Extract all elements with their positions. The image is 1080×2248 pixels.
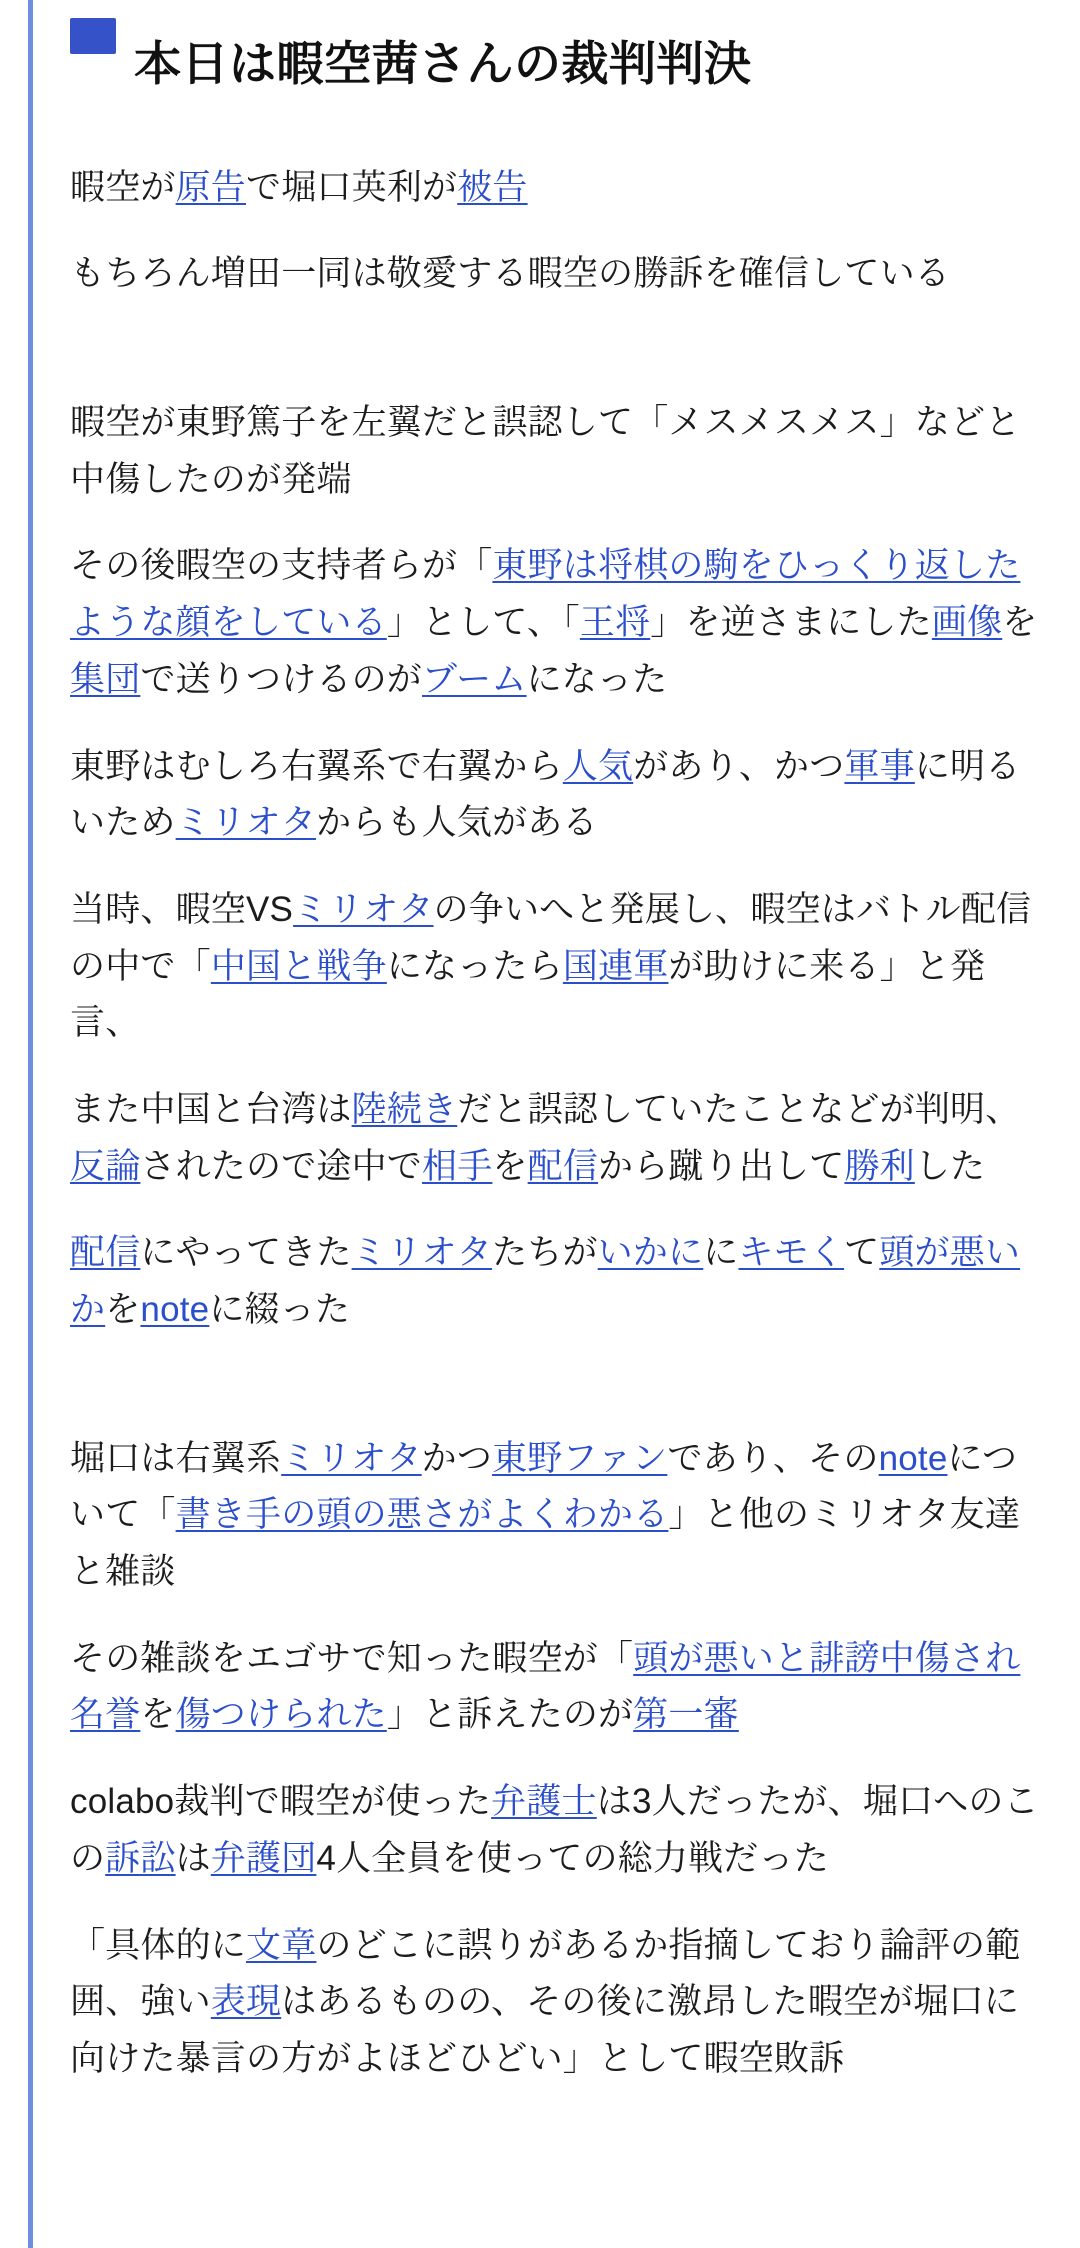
paragraph-text: 4人全員を使っての総力戦だった [316,1838,829,1878]
keyword-link[interactable]: 勝利 [844,1146,915,1186]
page-title [70,0,1040,126]
paragraph-list [70,160,1040,2088]
keyword-link[interactable]: 頭が悪いか [70,1233,1021,1330]
paragraph-text: に明るいため [70,746,1021,843]
left-blue-rule [28,0,33,2248]
keyword-link[interactable]: 被告 [457,167,528,207]
keyword-link[interactable]: 配信 [527,1146,599,1186]
paragraph-text: から蹴り出して [598,1146,845,1186]
paragraph [70,538,1040,708]
keyword-link[interactable]: 相手 [422,1146,493,1186]
paragraph [70,395,1040,508]
keyword-link[interactable]: ミリオタ [281,1438,422,1478]
paragraph-text: かつ [421,1438,493,1478]
keyword-link[interactable]: ブーム [422,659,527,699]
paragraph-text: また中国と台湾は [70,1089,352,1129]
paragraph-text: colabo裁判で暇空が使った [70,1782,492,1822]
paragraph-text: があり、かつ [633,746,845,786]
paragraph [70,1631,1040,1744]
paragraph-text: にやってきた [140,1233,352,1273]
paragraph-text: 堀口は右翼系 [70,1438,282,1478]
paragraph-text: されたので途中で [140,1146,423,1186]
keyword-link[interactable]: 文章 [246,1925,317,1965]
keyword-link[interactable]: 原告 [175,167,247,207]
paragraph [70,246,1040,303]
paragraph-text: たちが [492,1233,598,1273]
paragraph-text: について「 [70,1438,1018,1535]
keyword-link[interactable]: ミリオタ [351,1233,493,1273]
keyword-link[interactable]: いかに [597,1233,704,1273]
paragraph-text: になった [526,659,668,699]
keyword-link[interactable]: 訴訟 [105,1838,176,1878]
paragraph [70,1082,1040,1195]
keyword-link[interactable]: 王将 [579,603,651,643]
title-marker-square [70,18,116,54]
keyword-link[interactable]: 人気 [562,746,634,786]
paragraph-text: した [914,1146,986,1186]
keyword-link[interactable]: 表現 [210,1982,282,2022]
keyword-link[interactable]: 頭が悪いと誹謗中傷され [633,1638,1021,1678]
paragraph [70,1225,1040,1338]
paragraph-text: になったら [386,946,563,986]
paragraph-text: その雑談をエゴサで知った暇空が「 [70,1638,634,1678]
keyword-link[interactable]: 東野は将棋の駒をひっくり返したような顔をしている [70,546,1021,643]
paragraph-text: は [175,1838,211,1878]
keyword-link[interactable]: 陸続き [351,1089,458,1129]
keyword-link[interactable]: note [878,1438,948,1478]
paragraph-text: は3人だったが、堀口へのこの [70,1782,1039,1878]
keyword-link[interactable]: 配信 [70,1233,141,1273]
paragraph-text: 」を逆さまにした [650,603,932,643]
keyword-link[interactable]: 軍事 [844,746,915,786]
paragraph-text: を [1002,603,1038,643]
paragraph-text: を [105,1290,141,1330]
paragraph-text: が助けに来る」と発言、 [70,946,986,1043]
paragraph [70,739,1040,852]
keyword-link[interactable]: 書き手の頭の悪さがよくわかる [175,1495,669,1535]
paragraph-text: 「具体的に [70,1925,247,1965]
paragraph [70,882,1040,1052]
keyword-link[interactable]: 名誉 [70,1695,141,1735]
keyword-link[interactable]: キモく [738,1233,845,1273]
keyword-link[interactable]: 弁護団 [210,1838,317,1878]
paragraph-text: からも人気がある [316,803,598,843]
paragraph-text: で送りつけるのが [140,659,423,699]
paragraph [70,1918,1040,2088]
paragraph-text: の争いへと発展し、暇空はバトル配信の中で「 [70,889,1032,986]
keyword-link[interactable]: ミリオタ [293,889,434,929]
paragraph-text: て [844,1233,880,1273]
paragraph-text: であり、その [667,1438,879,1478]
keyword-link[interactable]: 画像 [931,603,1003,643]
keyword-link[interactable]: 傷つけられた [175,1695,387,1735]
paragraph-text: 」と他のミリオタ友達と雑談 [70,1495,1021,1592]
page-title-text: 本日は暇空茜さんの裁判判決 [134,37,752,91]
keyword-link[interactable]: note [140,1290,210,1330]
keyword-link[interactable]: ミリオタ [175,803,317,843]
keyword-link[interactable]: 東野ファン [492,1438,668,1478]
keyword-link[interactable]: 反論 [70,1146,141,1186]
paragraph-text: 東野はむしろ右翼系で右翼から [70,746,563,786]
paragraph-text: 当時、暇空VS [70,889,294,929]
paragraph-text: 」として、「 [386,603,580,643]
paragraph-text: を [492,1146,528,1186]
paragraph-text: で堀口英利が [246,167,458,207]
paragraph-text: 」と訴えたのが [386,1695,634,1735]
keyword-link[interactable]: 集団 [70,659,141,699]
paragraph [70,1431,1040,1601]
keyword-link[interactable]: 国連軍 [562,946,669,986]
paragraph-text: 暇空が東野篤子を左翼だと誤認して「メスメスメス」などと中傷したのが発端 [70,403,1021,499]
keyword-link[interactable]: 第一審 [633,1695,739,1735]
keyword-link[interactable]: 中国と戦争 [210,946,387,986]
paragraph-text: その後暇空の支持者らが「 [70,546,493,586]
paragraph-text: のどこに誤りがあるか指摘しており論評の範囲、強い [70,1925,1021,2022]
paragraph-text: はあるものの、その後に激昂した暇空が堀口に向けた暴言の方がよほどひどい」として暇空敗訴 [70,1982,1020,2078]
paragraph-text: に [703,1233,739,1273]
paragraph [70,160,1040,217]
paragraph-text: だと誤認していたことなどが判明、 [457,1089,1021,1129]
paragraph-text: 暇空が [70,167,176,207]
paragraph-text: に綴った [209,1290,351,1330]
paragraph-text: を [140,1695,176,1735]
paragraph [70,1774,1040,1887]
paragraph-text: もちろん増田一同は敬愛する暇空の勝訴を確信している [70,254,951,294]
keyword-link[interactable]: 弁護士 [491,1782,597,1822]
